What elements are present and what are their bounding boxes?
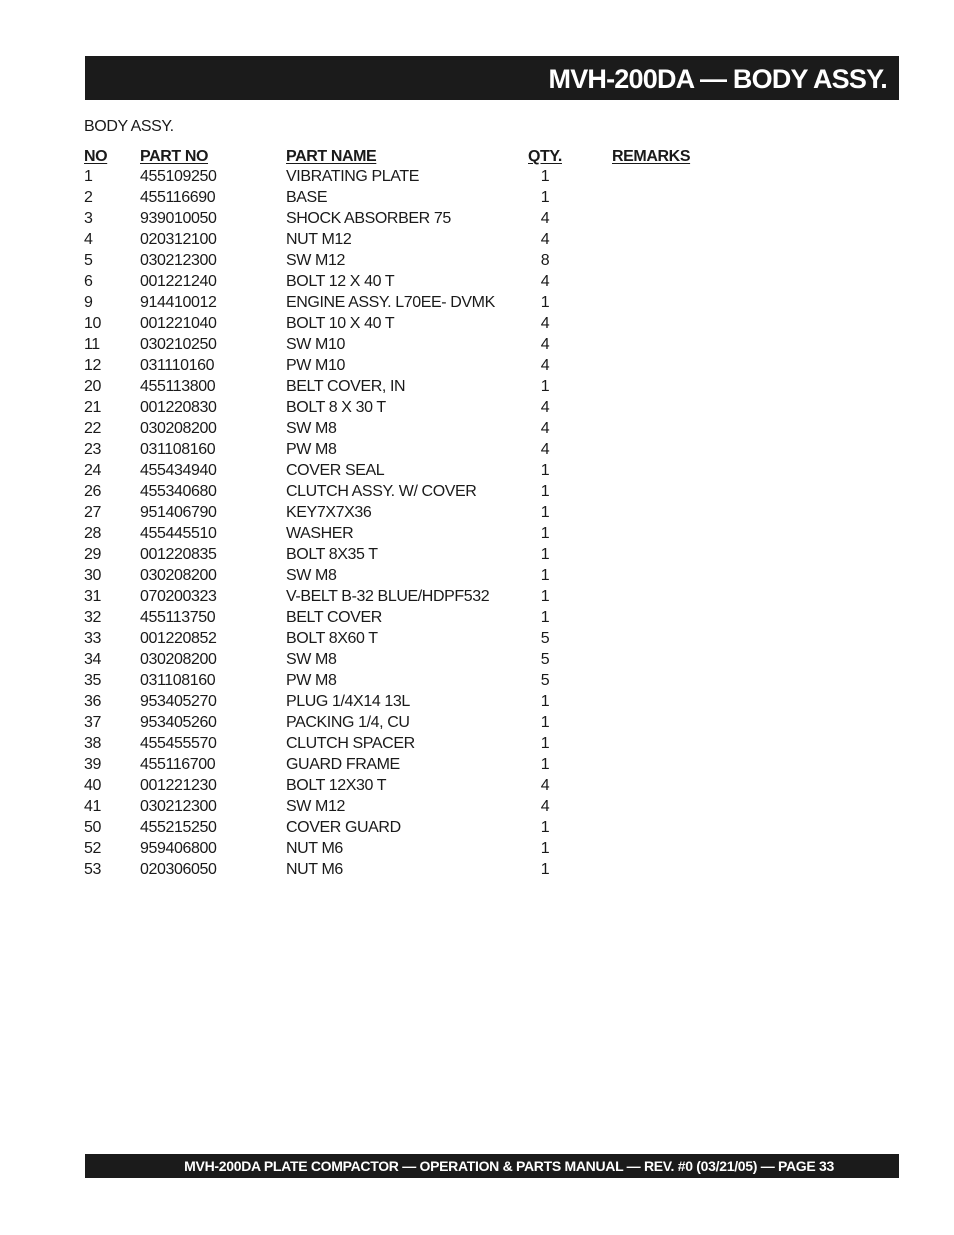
cell-qty: 1: [540, 819, 550, 836]
cell-part-name: BOLT 10 X 40 T: [286, 315, 395, 332]
cell-no: 5: [84, 252, 93, 269]
cell-part-name: BELT COVER, IN: [286, 378, 406, 395]
cell-no: 22: [84, 420, 101, 437]
footer-text: MVH-200DA PLATE COMPACTOR — OPERATION & PARTS MANUAL — REV. #0 (03/21/05) — PAGE 33: [184, 1158, 834, 1174]
cell-no: 10: [84, 315, 101, 332]
cell-qty: 1: [540, 693, 550, 710]
cell-part-no: 030212300: [140, 252, 217, 269]
cell-part-name: PW M8: [286, 672, 337, 689]
cell-no: 41: [84, 798, 101, 815]
table-row: [84, 775, 784, 796]
cell-part-name: PW M8: [286, 441, 337, 458]
cell-no: 53: [84, 861, 101, 878]
cell-part-name: GUARD FRAME: [286, 756, 400, 773]
cell-part-no: 953405270: [140, 693, 217, 710]
cell-no: 30: [84, 567, 101, 584]
cell-qty: 1: [540, 189, 550, 206]
cell-qty: 1: [540, 567, 550, 584]
table-row: [84, 712, 784, 733]
page-header-bar: [85, 56, 899, 100]
cell-part-name: NUT M6: [286, 861, 343, 878]
cell-part-name: BASE: [286, 189, 328, 206]
table-row: [84, 250, 784, 271]
cell-qty: 4: [540, 210, 550, 227]
cell-part-name: ENGINE ASSY. L70EE- DVMK: [286, 294, 495, 311]
cell-part-name: NUT M6: [286, 840, 343, 857]
cell-part-no: 031108160: [140, 441, 216, 458]
cell-part-name: PW M10: [286, 357, 345, 374]
cell-part-no: 030208200: [140, 567, 217, 584]
cell-qty: 4: [540, 441, 550, 458]
cell-qty: 5: [540, 672, 550, 689]
table-header-row: [84, 146, 784, 166]
cell-part-name: CLUTCH ASSY. W/ COVER: [286, 483, 477, 500]
cell-qty: 4: [540, 336, 550, 353]
cell-no: 29: [84, 546, 101, 563]
cell-no: 38: [84, 735, 101, 752]
cell-qty: 4: [540, 273, 550, 290]
cell-qty: 1: [540, 609, 550, 626]
cell-part-no: 030210250: [140, 336, 217, 353]
cell-part-name: WASHER: [286, 525, 354, 542]
cell-no: 21: [84, 399, 101, 416]
column-header-part-name: PART NAME: [286, 148, 377, 165]
table-row: [84, 355, 784, 376]
cell-qty: 1: [540, 756, 550, 773]
cell-no: 6: [84, 273, 93, 290]
table-row: [84, 313, 784, 334]
cell-part-name: SW M8: [286, 651, 337, 668]
cell-part-no: 951406790: [140, 504, 217, 521]
column-header-qty: QTY.: [528, 148, 562, 165]
cell-part-no: 455340680: [140, 483, 217, 500]
cell-no: 4: [84, 231, 93, 248]
cell-no: 20: [84, 378, 101, 395]
cell-no: 9: [84, 294, 93, 311]
cell-part-name: CLUTCH SPACER: [286, 735, 415, 752]
cell-no: 27: [84, 504, 101, 521]
cell-no: 37: [84, 714, 101, 731]
table-row: [84, 586, 784, 607]
page-title: MVH-200DA — BODY ASSY.: [548, 64, 887, 94]
table-row: [84, 670, 784, 691]
cell-part-no: 959406800: [140, 840, 217, 857]
cell-part-no: 070200323: [140, 588, 217, 605]
cell-no: 26: [84, 483, 101, 500]
table-row: [84, 502, 784, 523]
cell-no: 33: [84, 630, 101, 647]
column-header-remarks: REMARKS: [612, 148, 691, 165]
cell-part-no: 455113800: [140, 378, 216, 395]
cell-part-no: 455113750: [140, 609, 216, 626]
cell-part-no: 020312100: [140, 231, 217, 248]
cell-part-name: COVER SEAL: [286, 462, 385, 479]
cell-part-no: 001220835: [140, 546, 217, 563]
table-row: [84, 376, 784, 397]
cell-part-name: SW M12: [286, 252, 345, 269]
cell-qty: 1: [540, 483, 550, 500]
table-row: [84, 733, 784, 754]
cell-no: 40: [84, 777, 101, 794]
cell-qty: 1: [540, 861, 550, 878]
cell-qty: 1: [540, 504, 550, 521]
cell-qty: 5: [540, 630, 550, 647]
cell-part-name: SHOCK ABSORBER 75: [286, 210, 451, 227]
cell-qty: 1: [540, 378, 550, 395]
cell-qty: 1: [540, 294, 550, 311]
table-row: [84, 838, 784, 859]
cell-qty: 4: [540, 420, 550, 437]
cell-part-no: 001220830: [140, 399, 217, 416]
cell-part-name: BOLT 8X60 T: [286, 630, 378, 647]
section-label: BODY ASSY.: [84, 118, 174, 135]
cell-no: 3: [84, 210, 93, 227]
cell-qty: 4: [540, 777, 550, 794]
cell-part-name: COVER GUARD: [286, 819, 401, 836]
cell-part-no: 455434940: [140, 462, 217, 479]
table-body: [84, 166, 784, 880]
cell-qty: 1: [540, 840, 550, 857]
cell-part-name: BOLT 8X35 T: [286, 546, 378, 563]
cell-part-name: KEY7X7X36: [286, 504, 372, 521]
cell-qty: 1: [540, 735, 550, 752]
cell-part-name: NUT M12: [286, 231, 352, 248]
cell-part-no: 030212300: [140, 798, 217, 815]
cell-part-no: 455455570: [140, 735, 217, 752]
cell-part-name: BOLT 12 X 40 T: [286, 273, 395, 290]
cell-no: 32: [84, 609, 101, 626]
cell-part-no: 031108160: [140, 672, 216, 689]
parts-table: [84, 146, 784, 880]
cell-qty: 4: [540, 798, 550, 815]
cell-no: 2: [84, 189, 93, 206]
table-row: [84, 754, 784, 775]
cell-part-no: 001221040: [140, 315, 217, 332]
cell-part-name: SW M8: [286, 567, 337, 584]
table-row: [84, 607, 784, 628]
cell-part-name: SW M10: [286, 336, 345, 353]
cell-part-no: 455116690: [140, 189, 216, 206]
cell-no: 34: [84, 651, 101, 668]
cell-qty: 1: [540, 546, 550, 563]
cell-part-name: SW M8: [286, 420, 337, 437]
table-row: [84, 271, 784, 292]
cell-qty: 1: [540, 462, 550, 479]
cell-no: 35: [84, 672, 101, 689]
cell-no: 23: [84, 441, 101, 458]
cell-part-name: PLUG 1/4X14 13L: [286, 693, 410, 710]
cell-part-no: 455445510: [140, 525, 217, 542]
table-row: [84, 649, 784, 670]
table-row: [84, 460, 784, 481]
cell-part-name: BOLT 8 X 30 T: [286, 399, 386, 416]
table-row: [84, 544, 784, 565]
cell-part-no: 939010050: [140, 210, 217, 227]
cell-part-no: 020306050: [140, 861, 217, 878]
cell-part-no: 030208200: [140, 651, 217, 668]
table-row: [84, 334, 784, 355]
page-footer-bar: [85, 1154, 899, 1178]
cell-part-name: SW M12: [286, 798, 345, 815]
table-row: [84, 565, 784, 586]
cell-part-no: 030208200: [140, 420, 217, 437]
column-header-no: NO: [84, 148, 108, 165]
table-row: [84, 523, 784, 544]
table-row: [84, 859, 784, 880]
table-row: [84, 796, 784, 817]
cell-part-no: 001221240: [140, 273, 217, 290]
cell-no: 39: [84, 756, 101, 773]
column-header-part-no: PART NO: [140, 148, 209, 165]
cell-part-name: VIBRATING PLATE: [286, 168, 419, 185]
cell-no: 31: [84, 588, 101, 605]
cell-part-no: 455116700: [140, 756, 216, 773]
cell-part-name: BOLT 12X30 T: [286, 777, 387, 794]
cell-qty: 8: [540, 252, 550, 269]
cell-part-no: 001220852: [140, 630, 217, 647]
table-row: [84, 187, 784, 208]
cell-no: 36: [84, 693, 101, 710]
cell-qty: 5: [540, 651, 550, 668]
table-row: [84, 418, 784, 439]
cell-qty: 4: [540, 315, 550, 332]
table-row: [84, 292, 784, 313]
cell-qty: 1: [540, 525, 550, 542]
cell-no: 50: [84, 819, 101, 836]
cell-qty: 1: [540, 714, 550, 731]
cell-no: 1: [84, 168, 93, 185]
cell-part-name: V-BELT B-32 BLUE/HDPF532: [286, 588, 490, 605]
cell-qty: 1: [540, 588, 550, 605]
table-row: [84, 439, 784, 460]
cell-no: 28: [84, 525, 101, 542]
table-row: [84, 817, 784, 838]
table-row: [84, 397, 784, 418]
cell-no: 12: [84, 357, 101, 374]
cell-qty: 4: [540, 399, 550, 416]
table-row: [84, 166, 784, 187]
cell-part-no: 455109250: [140, 168, 217, 185]
table-row: [84, 208, 784, 229]
cell-part-name: BELT COVER: [286, 609, 382, 626]
cell-part-name: PACKING 1/4, CU: [286, 714, 410, 731]
cell-part-no: 001221230: [140, 777, 217, 794]
cell-no: 24: [84, 462, 101, 479]
cell-part-no: 953405260: [140, 714, 217, 731]
table-row: [84, 229, 784, 250]
cell-qty: 4: [540, 231, 550, 248]
table-row: [84, 628, 784, 649]
cell-qty: 1: [540, 168, 550, 185]
table-row: [84, 481, 784, 502]
table-row: [84, 691, 784, 712]
cell-no: 52: [84, 840, 101, 857]
cell-no: 11: [84, 336, 100, 353]
cell-part-no: 031110160: [140, 357, 215, 374]
cell-part-no: 455215250: [140, 819, 217, 836]
cell-part-no: 914410012: [140, 294, 217, 311]
cell-qty: 4: [540, 357, 550, 374]
